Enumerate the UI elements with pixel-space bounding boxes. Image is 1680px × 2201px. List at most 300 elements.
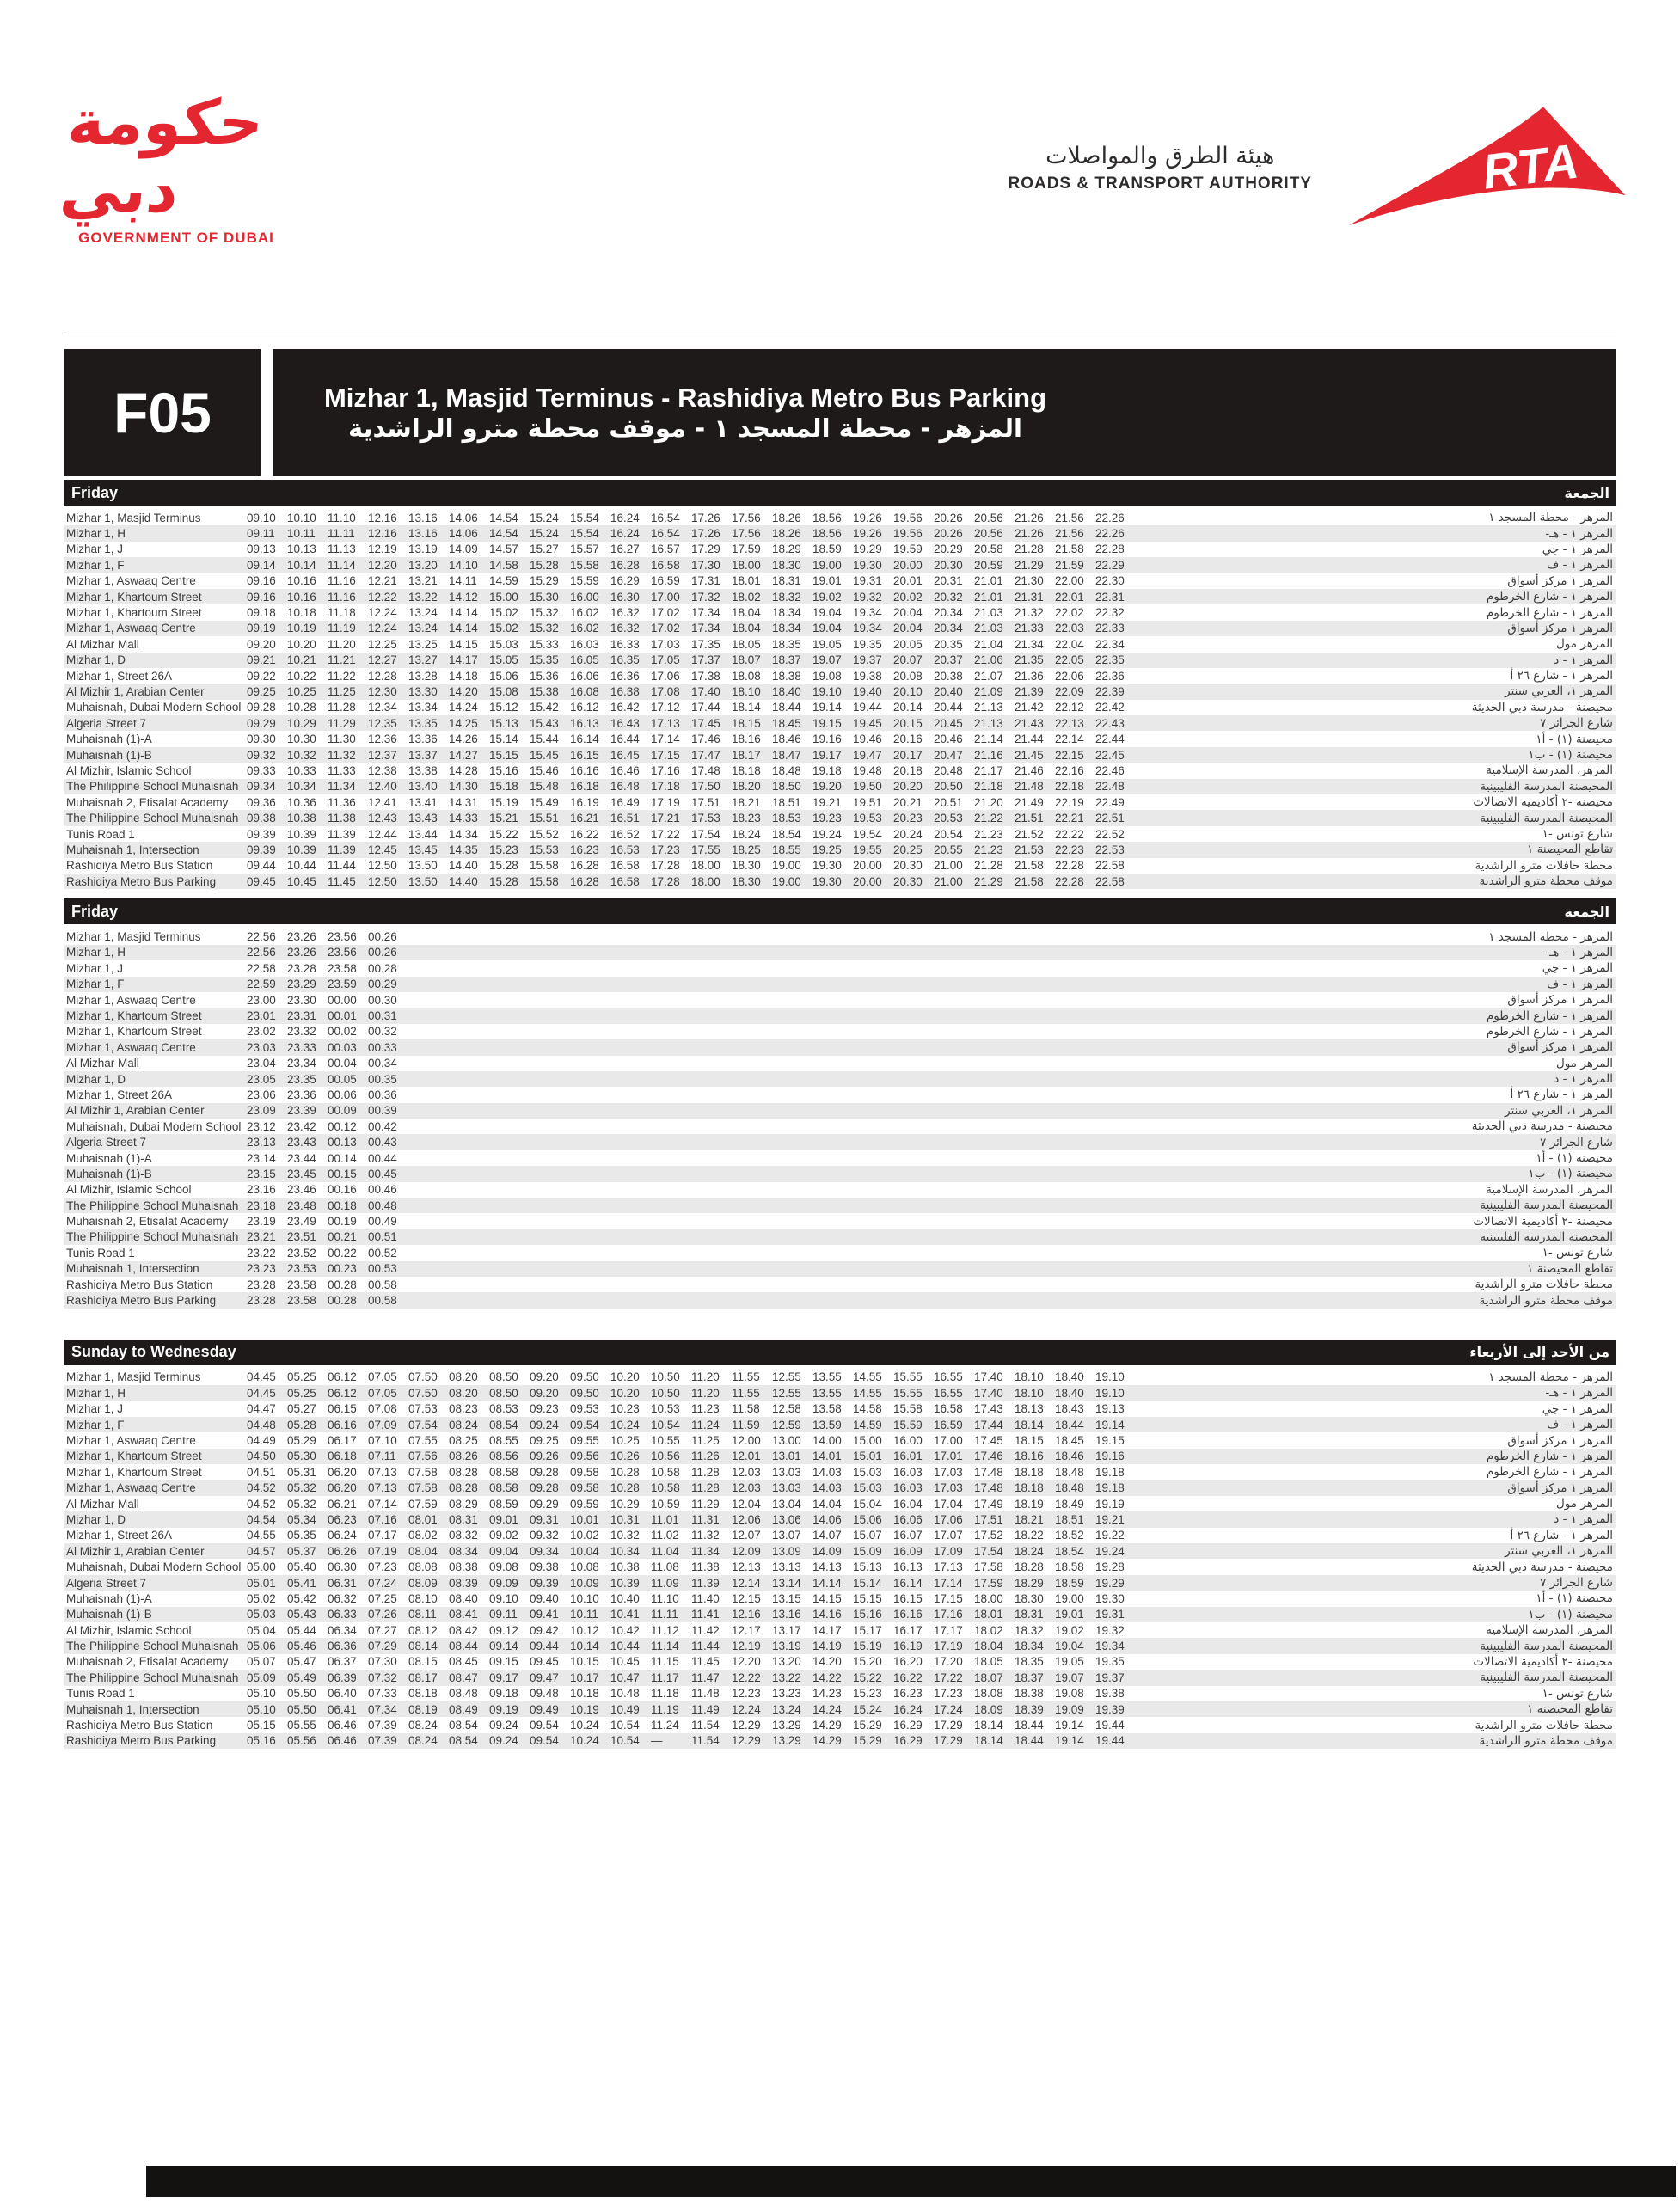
time-cell: 11.42 [691, 1623, 720, 1637]
time-cell: 10.12 [570, 1623, 599, 1637]
time-cell: 09.59 [570, 1497, 599, 1511]
time-cell: 13.36 [408, 733, 438, 746]
stop-name-en: Mizhar 1, H [66, 946, 126, 959]
time-cell: 09.39 [247, 843, 276, 856]
time-cell: 20.48 [934, 763, 963, 777]
time-cell: 15.02 [489, 622, 518, 635]
timetable-row [64, 1229, 1616, 1245]
time-cell: 22.59 [247, 978, 276, 991]
stop-name-ar: محطة حافلات مترو الراشدية [1475, 858, 1613, 873]
time-cell: 17.29 [934, 1719, 963, 1732]
time-cell: 23.02 [247, 1025, 276, 1039]
time-cell: 21.22 [974, 812, 1003, 825]
time-cell: 17.45 [691, 716, 720, 730]
time-cell: 04.51 [247, 1465, 276, 1479]
time-cell: 11.41 [691, 1608, 720, 1622]
time-cell: 12.15 [732, 1591, 761, 1605]
time-cell: 12.25 [368, 637, 397, 651]
timetable-row [64, 1401, 1616, 1417]
time-cell: 14.03 [812, 1465, 842, 1479]
time-cell: 07.50 [408, 1370, 438, 1384]
time-cell: 00.53 [368, 1262, 397, 1276]
time-cell: 09.45 [247, 874, 276, 888]
stop-name-ar: المزهر ١ - هـ- [1545, 526, 1613, 541]
time-cell: 08.50 [489, 1386, 518, 1400]
time-cell: 05.37 [287, 1544, 316, 1558]
time-cell: 11.26 [691, 1450, 720, 1463]
time-cell: 18.46 [1055, 1450, 1084, 1463]
time-cell: 06.18 [328, 1450, 357, 1463]
time-cell: 17.56 [732, 511, 761, 524]
time-cell: 19.44 [1095, 1719, 1125, 1732]
time-cell: 20.53 [934, 812, 963, 825]
stop-name-ar: محيصنة (١) - ب١ [1528, 1167, 1613, 1181]
time-cell: 10.26 [610, 1450, 640, 1463]
time-cell: 12.37 [368, 748, 397, 762]
time-cell: 08.54 [449, 1734, 478, 1748]
time-cell: 00.13 [328, 1136, 357, 1150]
time-cell: 21.34 [1015, 637, 1044, 651]
time-cell: 09.10 [489, 1591, 518, 1605]
time-cell: 09.14 [489, 1640, 518, 1653]
time-cell: 09.19 [489, 1702, 518, 1716]
time-cell: 10.16 [287, 574, 316, 588]
time-cell: 08.55 [489, 1434, 518, 1447]
time-cell: 21.45 [1015, 748, 1044, 762]
time-cell: 19.07 [812, 653, 842, 667]
time-cell: 19.30 [1095, 1591, 1125, 1605]
time-cell: 06.34 [328, 1623, 357, 1637]
time-cell: 22.22 [1055, 827, 1084, 841]
time-cell: 17.02 [651, 606, 680, 620]
time-cell: 18.59 [812, 543, 842, 556]
time-cell: 18.08 [732, 669, 761, 683]
time-cell: 16.16 [893, 1608, 923, 1622]
time-cell: 23.56 [328, 946, 357, 959]
time-cell: 20.56 [974, 511, 1003, 524]
time-cell: 22.29 [1095, 558, 1125, 572]
time-cell: 15.02 [489, 606, 518, 620]
time-cell: 16.13 [893, 1560, 923, 1574]
time-cell: 00.44 [368, 1151, 397, 1165]
time-cell: 17.48 [974, 1481, 1003, 1495]
time-cell: 13.37 [408, 748, 438, 762]
time-cell: 12.04 [732, 1497, 761, 1511]
time-cell: 10.18 [570, 1687, 599, 1701]
time-cell: 09.54 [570, 1418, 599, 1432]
time-cell: 15.16 [489, 763, 518, 777]
time-cell: 13.22 [772, 1671, 801, 1684]
time-cell: 09.13 [247, 543, 276, 556]
time-cell: 18.34 [772, 622, 801, 635]
time-cell: 12.21 [368, 574, 397, 588]
time-cell: 09.40 [530, 1591, 559, 1605]
time-cell: 00.48 [368, 1199, 397, 1212]
time-cell: 05.25 [287, 1370, 316, 1384]
time-cell: 06.36 [328, 1640, 357, 1653]
time-cell: 00.15 [328, 1167, 357, 1180]
time-cell: 17.00 [934, 1434, 963, 1447]
time-cell: 09.14 [247, 558, 276, 572]
time-cell: 00.51 [368, 1230, 397, 1244]
time-cell: 19.18 [812, 763, 842, 777]
time-cell: 19.14 [812, 701, 842, 714]
time-cell: 22.15 [1055, 748, 1084, 762]
time-cell: 11.59 [732, 1418, 760, 1432]
time-cell: 08.41 [449, 1608, 478, 1622]
stop-name-en: Muhaisnah (1)-B [66, 1608, 152, 1622]
time-cell: 17.54 [691, 827, 720, 841]
time-cell: 10.32 [610, 1529, 640, 1542]
route-title-arabic: المزهر - محطة المسجد ١ - موقف محطة مترو الراشدية [347, 414, 1022, 443]
time-cell: 10.59 [651, 1497, 680, 1511]
time-cell: 09.39 [247, 827, 276, 841]
time-cell: 08.24 [449, 1418, 478, 1432]
time-cell: 09.25 [530, 1434, 559, 1447]
section-day-bar [64, 480, 1616, 506]
time-cell: 14.27 [449, 748, 478, 762]
stop-name-en: Al Mizhar Mall [66, 1057, 139, 1070]
time-cell: 13.59 [812, 1418, 842, 1432]
time-cell: 19.20 [812, 780, 842, 794]
time-cell: 17.24 [934, 1702, 963, 1716]
rta-text-block [1008, 143, 1312, 193]
stop-name-ar: تقاطع المحيصنة ١ [1527, 1261, 1613, 1276]
time-cell: 22.48 [1095, 780, 1125, 794]
time-cell: 10.28 [610, 1481, 640, 1495]
time-cell: 10.19 [570, 1702, 599, 1716]
timetable-row [64, 1245, 1616, 1260]
time-cell: 17.45 [974, 1434, 1003, 1447]
time-cell: 08.54 [449, 1719, 478, 1732]
time-cell: 18.55 [772, 843, 801, 856]
time-cell: 18.44 [1015, 1719, 1044, 1732]
time-cell: 15.48 [530, 780, 559, 794]
time-cell: 16.03 [893, 1481, 923, 1495]
time-cell: 12.41 [368, 795, 397, 809]
stop-name-en: Mizhar 1, Street 26A [66, 669, 173, 683]
time-cell: 22.33 [1095, 622, 1125, 635]
time-cell: 09.12 [489, 1623, 518, 1637]
time-cell: 13.23 [772, 1687, 801, 1701]
brand-header [57, 82, 1628, 254]
time-cell: 14.24 [449, 701, 478, 714]
section-day-label-ar: الجمعة [1564, 484, 1609, 501]
time-cell: 17.48 [691, 763, 720, 777]
time-cell: 14.14 [449, 606, 478, 620]
time-cell: 18.29 [1015, 1576, 1044, 1590]
time-cell: 21.56 [1055, 511, 1084, 524]
time-cell: 21.30 [1015, 574, 1044, 588]
time-cell: 20.40 [934, 684, 963, 698]
time-cell: 12.17 [732, 1623, 761, 1637]
time-cell: 14.40 [449, 859, 478, 873]
time-cell: 19.26 [853, 511, 882, 524]
time-cell: 11.01 [651, 1512, 679, 1526]
time-cell: 21.14 [974, 733, 1003, 746]
time-cell: 09.55 [570, 1434, 599, 1447]
time-cell: 16.23 [570, 843, 599, 856]
stop-name-ar: موقف محطة مترو الراشدية [1479, 874, 1613, 889]
time-cell: 21.32 [1015, 606, 1044, 620]
time-cell: 22.46 [1095, 763, 1125, 777]
time-cell: 10.14 [570, 1640, 599, 1653]
time-cell: 19.13 [1095, 1402, 1125, 1416]
time-cell: 13.06 [772, 1512, 801, 1526]
route-title-box [273, 349, 1616, 476]
stop-name-ar: محيصنة (١) - ب١ [1528, 748, 1613, 763]
time-cell: 10.22 [287, 669, 316, 683]
time-cell: 19.02 [812, 590, 842, 604]
time-cell: 15.27 [530, 543, 559, 556]
rta-name-arabic: هيئة الطرق والمواصلات [1045, 142, 1275, 169]
time-cell: 18.34 [772, 606, 801, 620]
time-cell: 15.19 [853, 1640, 882, 1653]
time-cell: 22.19 [1055, 795, 1084, 809]
time-cell: 11.22 [328, 669, 356, 683]
time-cell: 00.28 [328, 1278, 357, 1291]
time-cell: 21.35 [1015, 653, 1044, 667]
time-cell: 17.14 [934, 1576, 963, 1590]
time-cell: 18.24 [732, 827, 761, 841]
stop-name-en: Rashidiya Metro Bus Parking [66, 1734, 217, 1748]
time-cell: 07.30 [368, 1655, 397, 1669]
time-cell: 18.13 [1015, 1402, 1044, 1416]
time-cell: 23.44 [287, 1151, 316, 1165]
time-cell: 14.59 [853, 1418, 882, 1432]
time-cell: 11.28 [691, 1465, 720, 1479]
time-cell: 14.06 [449, 527, 478, 541]
timetable-row [64, 1591, 1616, 1606]
time-cell: 12.23 [732, 1687, 761, 1701]
time-cell: 19.54 [853, 827, 882, 841]
stop-name-en: The Philippine School Muhaisnah [66, 1640, 239, 1653]
time-cell: 16.42 [610, 701, 640, 714]
time-cell: 09.38 [247, 812, 276, 825]
timetable-row [64, 763, 1616, 778]
time-cell: 10.11 [287, 527, 316, 541]
time-cell: 12.30 [368, 684, 397, 698]
time-cell: 21.31 [1015, 590, 1044, 604]
time-cell: 21.49 [1015, 795, 1044, 809]
time-cell: 15.00 [853, 1434, 882, 1447]
time-cell: 14.18 [449, 669, 478, 683]
time-cell: 19.05 [812, 637, 842, 651]
time-cell: 15.58 [530, 874, 559, 888]
section-day-bar [64, 898, 1616, 924]
timetable-row [64, 794, 1616, 810]
time-cell: 21.04 [974, 637, 1003, 651]
time-cell: 19.38 [853, 669, 882, 683]
time-cell: 08.19 [408, 1702, 438, 1716]
time-cell: 16.28 [570, 874, 599, 888]
time-cell: 09.39 [530, 1576, 559, 1590]
time-cell: 18.30 [732, 874, 761, 888]
time-cell: 05.28 [287, 1418, 316, 1432]
time-cell: 17.38 [691, 669, 720, 683]
time-cell: 21.39 [1015, 684, 1044, 698]
time-cell: 00.39 [368, 1104, 397, 1118]
time-cell: 17.03 [651, 637, 680, 651]
stop-name-en: Mizhar 1, Khartoum Street [66, 1009, 202, 1023]
time-cell: 20.55 [934, 843, 963, 856]
time-cell: 10.10 [570, 1591, 599, 1605]
time-cell: 10.54 [610, 1734, 640, 1748]
timetable-row [64, 779, 1616, 794]
time-cell: 10.28 [287, 701, 316, 714]
time-cell: 17.07 [934, 1529, 963, 1542]
time-cell: 15.29 [853, 1734, 882, 1748]
time-cell: 14.24 [812, 1702, 842, 1716]
time-cell: 00.19 [328, 1215, 357, 1229]
time-cell: 08.32 [449, 1529, 478, 1542]
time-cell: 19.56 [893, 511, 923, 524]
time-cell: 10.39 [610, 1576, 640, 1590]
time-cell: 11.12 [651, 1623, 679, 1637]
time-cell: 15.21 [489, 812, 518, 825]
time-cell: 17.00 [651, 590, 680, 604]
time-cell: 11.20 [691, 1370, 720, 1384]
time-cell: 00.30 [368, 993, 397, 1007]
time-cell: 07.13 [368, 1481, 397, 1495]
time-cell: 20.47 [934, 748, 963, 762]
time-cell: 00.58 [368, 1294, 397, 1308]
time-cell: 00.09 [328, 1104, 357, 1118]
time-cell: 17.13 [651, 716, 680, 730]
stop-name-en: Mizhar 1, D [66, 653, 126, 667]
time-cell: 11.48 [691, 1687, 720, 1701]
time-cell: 15.00 [489, 590, 518, 604]
time-cell: 17.51 [691, 795, 720, 809]
stop-name-ar: المزهر ١ - ف [1547, 977, 1613, 991]
time-cell: 12.36 [368, 733, 397, 746]
timetable-row [64, 1432, 1616, 1448]
time-cell: 14.54 [489, 527, 518, 541]
time-cell: 19.10 [1095, 1386, 1125, 1400]
time-cell: 08.10 [408, 1591, 438, 1605]
time-cell: 22.13 [1055, 716, 1084, 730]
stop-name-ar: شارع تونس -١ [1542, 1686, 1613, 1701]
time-cell: 08.26 [449, 1450, 478, 1463]
time-cell: 16.58 [610, 874, 640, 888]
time-cell: 06.39 [328, 1671, 357, 1684]
time-cell: 07.54 [408, 1418, 438, 1432]
time-cell: 12.06 [732, 1512, 761, 1526]
time-cell: 19.15 [812, 716, 842, 730]
time-cell: 17.23 [651, 843, 680, 856]
time-cell: 15.28 [530, 558, 559, 572]
time-cell: 18.01 [732, 574, 761, 588]
time-cell: 18.44 [1015, 1734, 1044, 1748]
time-cell: 10.32 [287, 748, 316, 762]
time-cell: 08.20 [449, 1370, 478, 1384]
timetable-row [64, 1182, 1616, 1198]
time-cell: 10.53 [651, 1402, 680, 1416]
time-cell: 14.13 [812, 1560, 842, 1574]
time-cell: 05.04 [247, 1623, 276, 1637]
time-cell: 13.14 [772, 1576, 801, 1590]
time-cell: 09.34 [530, 1544, 559, 1558]
time-cell: 16.28 [570, 859, 599, 873]
time-cell: 11.09 [651, 1576, 679, 1590]
time-cell: 11.04 [651, 1544, 679, 1558]
time-cell: 08.29 [449, 1497, 478, 1511]
time-cell: 11.28 [691, 1481, 720, 1495]
stop-name-ar: المزهر ١ - د [1554, 1512, 1613, 1527]
time-cell: 12.59 [772, 1418, 801, 1432]
time-cell: 15.38 [530, 684, 559, 698]
timetable-row [64, 1370, 1616, 1385]
time-cell: 15.03 [489, 637, 518, 651]
time-cell: 11.18 [328, 606, 356, 620]
time-cell: 11.14 [328, 558, 356, 572]
time-cell: 22.36 [1095, 669, 1125, 683]
time-cell: 11.44 [691, 1640, 720, 1653]
time-cell: 20.34 [934, 622, 963, 635]
time-cell: 07.17 [368, 1529, 397, 1542]
time-cell: 11.39 [328, 827, 356, 841]
time-cell: 08.12 [408, 1623, 438, 1637]
timetable-row [64, 1543, 1616, 1559]
time-cell: 23.35 [287, 1072, 316, 1086]
time-cell: 23.09 [247, 1104, 276, 1118]
time-cell: 08.50 [489, 1370, 518, 1384]
time-cell: 10.40 [610, 1591, 640, 1605]
time-cell: 05.00 [247, 1560, 276, 1574]
time-cell: 21.43 [1015, 716, 1044, 730]
time-cell: 14.30 [449, 780, 478, 794]
time-cell: 18.14 [974, 1719, 1003, 1732]
time-cell: 09.20 [247, 637, 276, 651]
time-cell: 13.50 [408, 874, 438, 888]
time-cell: 22.18 [1055, 780, 1084, 794]
stop-name-ar: محيصنة -٢ أكاديمية الاتصالات [1473, 1214, 1613, 1229]
stop-name-en: Mizhar 1, Khartoum Street [66, 1025, 202, 1039]
time-cell: 19.21 [1095, 1512, 1125, 1526]
time-cell: 00.28 [368, 961, 397, 975]
time-cell: 09.18 [489, 1687, 518, 1701]
time-cell: 17.53 [691, 812, 720, 825]
time-cell: 07.29 [368, 1640, 397, 1653]
time-cell: 11.39 [691, 1576, 720, 1590]
time-cell: 16.55 [934, 1386, 963, 1400]
time-cell: 23.46 [287, 1183, 316, 1197]
time-cell: 14.23 [812, 1687, 842, 1701]
time-cell: 20.46 [934, 733, 963, 746]
time-cell: 19.59 [893, 543, 923, 556]
time-cell: 12.34 [368, 701, 397, 714]
time-cell: 06.16 [328, 1418, 357, 1432]
section-day-label-ar: الجمعة [1564, 903, 1609, 920]
stop-name-en: Mizhar 1, J [66, 1402, 124, 1416]
time-cell: 15.12 [489, 701, 518, 714]
time-cell: 16.18 [570, 780, 599, 794]
time-cell: 23.52 [287, 1246, 316, 1260]
time-cell: 18.00 [691, 874, 720, 888]
time-cell: 00.06 [328, 1088, 357, 1101]
time-cell: 17.03 [934, 1465, 963, 1479]
time-cell: 20.29 [934, 543, 963, 556]
stop-name-ar: المزهر، المدرسة الإسلامية [1486, 1623, 1613, 1638]
time-cell: 08.48 [449, 1687, 478, 1701]
stop-name-en: Tunis Road 1 [66, 1687, 135, 1701]
time-cell: 10.16 [287, 590, 316, 604]
time-cell: 22.53 [1095, 843, 1125, 856]
time-cell: 19.14 [1055, 1734, 1084, 1748]
time-cell: 04.54 [247, 1512, 276, 1526]
time-cell: 20.44 [934, 701, 963, 714]
route-header [64, 349, 1616, 476]
